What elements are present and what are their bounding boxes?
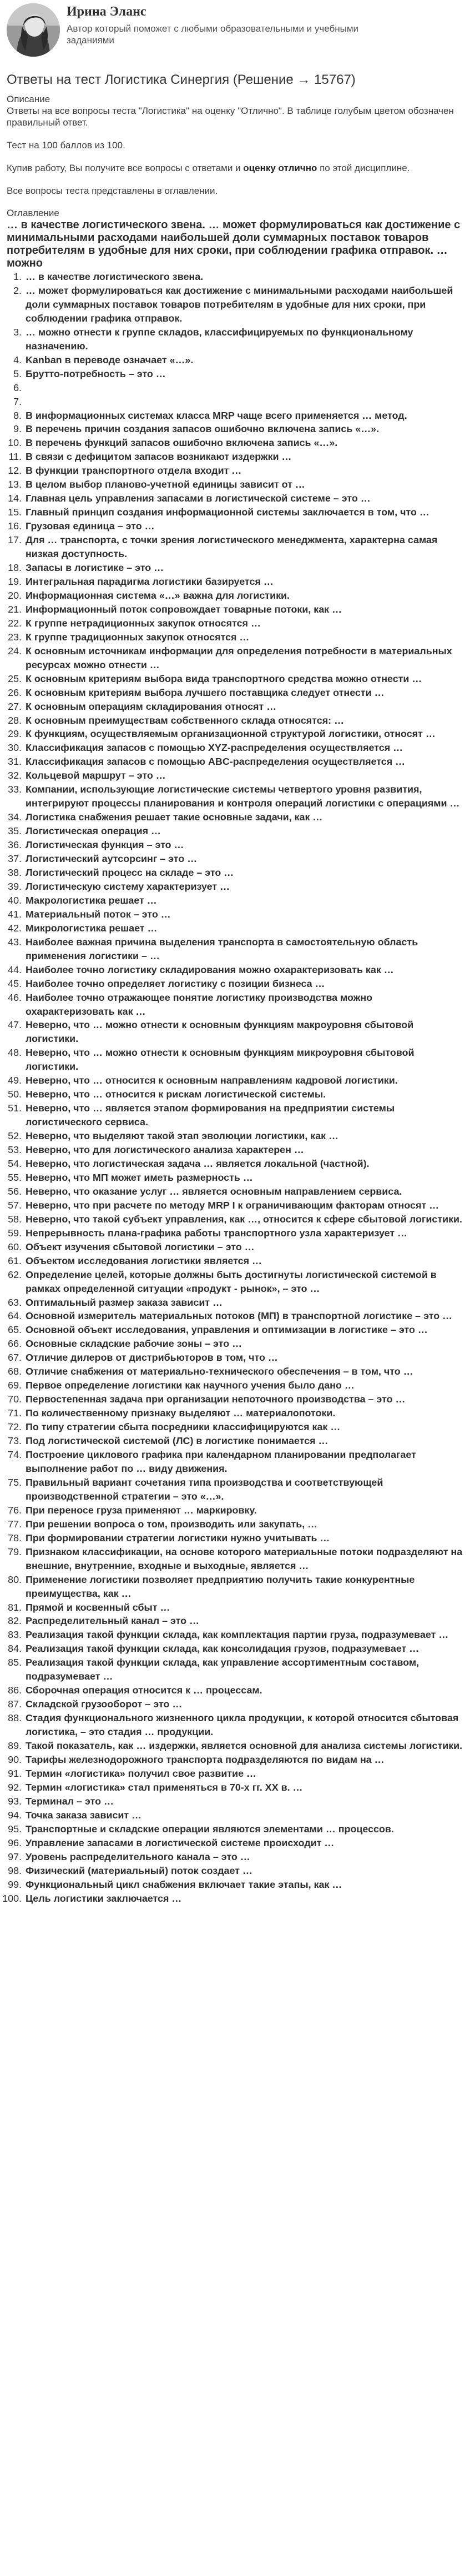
toc-item[interactable]: 79. Признаком классификации, на основе которого материальные потоки подразделяют на внешние, внутренние, входные и выходные, является … — [24, 1545, 463, 1573]
toc-item[interactable]: 11. В связи с дефицитом запасов возникают издержки … — [24, 450, 463, 464]
toc-item[interactable]: 37. Логистический аутсорсинг – это … — [24, 852, 463, 866]
author-description: Автор который поможет с любыми образовательными и учебными заданиями — [67, 23, 359, 46]
toc-item[interactable]: 42. Микрологистика решает … — [24, 921, 463, 935]
toc-item[interactable]: 61. Объектом исследования логистики является … — [24, 1254, 463, 1268]
author-photo-icon — [7, 3, 60, 57]
toc-item[interactable]: 33. Компании, использующие логистические системы четвертого уровня развития, интегрируют процессы планирования и контроля операций логистики с операциями … — [24, 783, 463, 810]
toc-item[interactable]: 75. Правильный вариант сочетания типа производства и соответствующей производственной стратегии – это «…». — [24, 1476, 463, 1503]
toc-item[interactable]: 65. Основной объект исследования, управления и оптимизации в логистике – это … — [24, 1323, 463, 1337]
toc-item[interactable]: 99. Функциональный цикл снабжения включает такие этапы, как … — [24, 1878, 463, 1892]
toc-item[interactable]: 69. Первое определение логистики как научного учения было дано … — [24, 1379, 463, 1392]
toc-item[interactable]: 44. Наиболее точно логистику складирования можно охарактеризовать как … — [24, 963, 463, 977]
toc-lead: … в качестве логистического звена. … может формулироваться как достижение с минимальными расходами наибольшей доли суммарных поставок товаров потребителям в удобные для них сроки, при соблюдении графика отправок. … можно — [7, 219, 461, 269]
toc-item[interactable]: 96. Управление запасами в логистической системе происходит … — [24, 1836, 463, 1850]
author-avatar[interactable] — [7, 3, 60, 57]
toc-item[interactable]: 15. Главный принцип создания информационной системы заключается в том, что … — [24, 505, 463, 519]
toc-item[interactable]: 73. Под логистической системой (ЛС) в логистике понимается … — [24, 1434, 463, 1448]
toc-item[interactable]: 82. Распределительный канал – это … — [24, 1614, 463, 1628]
author-profile — [7, 0, 463, 61]
toc-item[interactable]: 26. К основным критериям выбора лучшего поставщика следует отнести … — [24, 686, 463, 700]
toc-item[interactable]: 2. … может формулироваться как достижение с минимальными расходами наибольшей доли суммарных поставок товаров потребителям в удобные для них сроки, при соблюдении графика отправок. — [24, 284, 463, 325]
toc-item[interactable]: 81. Прямой и косвенный сбыт … — [24, 1601, 463, 1615]
all-questions-text: Все вопросы теста представлены в оглавлении. — [7, 186, 218, 196]
toc-item[interactable]: 22. К группе нетрадиционных закупок относятся … — [24, 617, 463, 630]
toc-item[interactable]: 24. К основным источникам информации для определения потребности в материальных ресурсах можно отнести … — [24, 644, 463, 672]
toc-item[interactable]: 97. Уровень распределительного канала – это … — [24, 1850, 463, 1864]
toc-item[interactable]: 35. Логистическая операция … — [24, 824, 463, 838]
toc-item[interactable]: 49. Неверно, что … относится к основным направлениям кадровой логистики. — [24, 1074, 463, 1087]
toc-item[interactable]: 84. Реализация такой функции склада, как консолидация грузов, подразумевает … — [24, 1642, 463, 1656]
toc-item[interactable]: 17. Для … транспорта, с точки зрения логистического менеджмента, характерна самая низкая доступность. — [24, 533, 463, 561]
toc-item[interactable]: 18. Запасы в логистике – это … — [24, 561, 463, 575]
toc-item[interactable]: 38. Логистический процесс на складе – это … — [24, 866, 463, 880]
toc-item[interactable]: 46. Наиболее точно отражающее понятие логистику производства можно охарактеризовать как … — [24, 991, 463, 1019]
purchase-text — [7, 162, 463, 174]
toc-item[interactable]: 1. … в качестве логистического звена. — [24, 270, 463, 284]
toc-item[interactable]: 39. Логистическую систему характеризует … — [24, 880, 463, 894]
toc-item[interactable]: 20. Информационная система «…» важна для логистики. — [24, 589, 463, 603]
toc-item[interactable]: 27. К основным операциям складирования относят … — [24, 700, 463, 714]
toc-item[interactable]: 83. Реализация такой функции склада, как комплектация партии груза, подразумевает … — [24, 1628, 463, 1642]
toc-item[interactable]: 52. Неверно, что выделяют такой этап эволюции логистики, как … — [24, 1129, 463, 1143]
toc-item[interactable]: 14. Главная цель управления запасами в логистической системе – это … — [24, 492, 463, 505]
toc-item[interactable]: 74. Построение циклового графика при календарном планировании предполагает выполнение работ по … виду движения. — [24, 1448, 463, 1476]
toc-item[interactable]: 90. Тарифы железнодорожного транспорта подразделяются по видам на … — [24, 1753, 463, 1767]
author-info — [67, 3, 377, 46]
toc-item[interactable]: 30. Классификация запасов с помощью XYZ-распределения осуществляется … — [24, 741, 463, 755]
toc-item[interactable]: 95. Транспортные и складские операции являются элементами … процессов. — [24, 1822, 463, 1836]
table-of-contents — [7, 270, 463, 1905]
toc-item[interactable]: 5. Брутто-потребность – это … — [24, 367, 463, 381]
toc-item[interactable]: 60. Объект изучения сбытовой логистики – это … — [24, 1240, 463, 1254]
toc-item[interactable] — [24, 381, 463, 395]
toc-item[interactable]: 57. Неверно, что при расчете по методу MRP I к ограничивающим факторам относят … — [24, 1199, 463, 1212]
toc-item[interactable]: 28. К основным преимуществам собственного склада относятся: … — [24, 714, 463, 728]
toc-item[interactable]: 3. … можно отнести к группе складов, классифицируемых по функциональному назначению. — [24, 325, 463, 353]
toc-item[interactable]: 19. Интегральная парадигма логистики базируется … — [24, 575, 463, 589]
toc-item[interactable]: 41. Материальный поток – это … — [24, 908, 463, 921]
toc-item[interactable]: 98. Физический (материальный) поток создает … — [24, 1864, 463, 1878]
toc-item[interactable]: 68. Отличие снабжения от материально-технического обеспечения – в том, что … — [24, 1365, 463, 1379]
description-text: Ответы на все вопросы теста "Логистика" на оценку "Отлично". В таблице голубым цветом обозначен правильный ответ. — [7, 106, 454, 128]
toc-item[interactable]: 50. Неверно, что … относится к рискам логистической системы. — [24, 1087, 463, 1101]
toc-item[interactable]: 32. Кольцевой маршрут – это … — [24, 769, 463, 783]
toc-item[interactable]: 67. Отличие дилеров от дистрибьюторов в том, что … — [24, 1351, 463, 1365]
toc-item[interactable]: 76. При переносе груза применяют … маркировку. — [24, 1503, 463, 1517]
toc-item[interactable]: 58. Неверно, что такой субъект управления, как …, относится к сфере сбытовой логистики. — [24, 1212, 463, 1226]
toc-item[interactable]: 54. Неверно, что логистическая задача … является локальной (частной). — [24, 1157, 463, 1171]
toc-item[interactable]: 77. При решении вопроса о том, производить или закупать, … — [24, 1517, 463, 1531]
toc-item[interactable]: 87. Складской грузооборот – это … — [24, 1697, 463, 1711]
toc-item[interactable]: 36. Логистическая функция – это … — [24, 838, 463, 852]
toc-item[interactable]: 100. Цель логистики заключается … — [24, 1892, 463, 1906]
purchase-text-bold: оценку отлично — [243, 163, 317, 173]
toc-item[interactable]: 25. К основным критериям выбора вида транспортного средства можно отнести … — [24, 672, 463, 686]
toc-item[interactable]: 78. При формировании стратегии логистики нужно учитывать … — [24, 1531, 463, 1545]
toc-item[interactable]: 16. Грузовая единица – это … — [24, 519, 463, 533]
toc-item[interactable]: 71. По количественному признаку выделяют … материалопотоки. — [24, 1406, 463, 1420]
toc-item[interactable]: 34. Логистика снабжения решает такие основные задачи, как … — [24, 810, 463, 824]
toc-item[interactable]: 80. Применение логистики позволяет предприятию получить такие конкурентные преимущества, как … — [24, 1573, 463, 1601]
toc-item[interactable]: 43. Наиболее важная причина выделения транспорта в самостоятельную область применения логистики – … — [24, 935, 463, 963]
toc-item[interactable]: 51. Неверно, что … является этапом формирования на предприятии системы логистического сервиса. — [24, 1101, 463, 1129]
toc-item[interactable]: 47. Неверно, что … можно отнести к основным функциям макроуровня сбытовой логистики. — [24, 1018, 463, 1046]
toc-item[interactable]: 92. Термин «логистика» стал применяться в 70-х гг. XX в. … — [24, 1781, 463, 1795]
toc-item[interactable]: 59. Непрерывность плана-графика работы транспортного узла характеризует … — [24, 1226, 463, 1240]
toc-item[interactable]: 94. Точка заказа зависит … — [24, 1808, 463, 1822]
toc-item[interactable]: 91. Термин «логистика» получил свое развитие … — [24, 1767, 463, 1781]
author-name[interactable]: Ирина Эланс — [67, 4, 146, 19]
toc-item[interactable]: 31. Классификация запасов с помощью ABC-распределения осуществляется … — [24, 755, 463, 769]
toc-item[interactable]: 66. Основные складские рабочие зоны – это … — [24, 1337, 463, 1351]
toc-item[interactable] — [24, 395, 463, 409]
toc-item[interactable]: 70. Первостепенная задача при организации непоточного производства – это … — [24, 1392, 463, 1406]
purchase-text-before: Купив работу, Вы получите все вопросы с ответами и — [7, 163, 244, 173]
toc-item[interactable]: 53. Неверно, что для логистического анализа характерен … — [24, 1143, 463, 1157]
toc-item[interactable]: 45. Наиболее точно определяет логистику с позиции бизнеса … — [24, 977, 463, 991]
toc-item[interactable]: 86. Сборочная операция относится к … процессам. — [24, 1683, 463, 1697]
toc-item[interactable]: 85. Реализация такой функции склада, как управление ассортиментным составом, подразумевает … — [24, 1656, 463, 1683]
toc-item[interactable]: 56. Неверно, что оказание услуг … является основным направлением сервиса. — [24, 1185, 463, 1199]
toc-item[interactable]: 21. Информационный поток сопровождает товарные потоки, как … — [24, 603, 463, 617]
toc-item[interactable]: 29. К функциям, осуществляемым организационной структурой логистики, относят … — [24, 727, 463, 741]
description-label: Описание — [7, 94, 50, 104]
toc-item[interactable]: 93. Терминал – это … — [24, 1795, 463, 1808]
score-text: Тест на 100 баллов из 100. — [7, 140, 125, 151]
toc-item[interactable]: 89. Такой показатель, как … издержки, является основной для анализа системы логистики. — [24, 1739, 463, 1753]
toc-label: Оглавление — [7, 208, 59, 218]
toc-item[interactable]: 72. По типу стратегии сбыта посредники классифицируются как … — [24, 1420, 463, 1434]
toc-item[interactable]: 64. Основной измеритель материальных потоков (МП) в транспортной логистике – это … — [24, 1309, 463, 1323]
page-title: Ответы на тест Логистика Синергия (Решение → 15767) — [7, 72, 356, 87]
toc-item[interactable]: 88. Стадия функционального жизненного цикла продукции, к которой относится сбытовая логистика, – это стадия … продукции. — [24, 1711, 463, 1739]
toc-item[interactable]: 9. В перечень причин создания запасов ошибочно включена запись «…». — [24, 422, 463, 436]
toc-item[interactable]: 12. В функции транспортного отдела входит … — [24, 464, 463, 478]
toc-item[interactable]: 8. В информационных системах класса MRP чаще всего применяется … метод. — [24, 409, 463, 423]
toc-item[interactable]: 10. В перечень функций запасов ошибочно включена запись «…». — [24, 436, 463, 450]
toc-item[interactable]: 63. Оптимальный размер заказа зависит … — [24, 1296, 463, 1310]
purchase-text-after: по этой дисциплине. — [317, 163, 410, 173]
toc-item[interactable]: 62. Определение целей, которые должны быть достигнуты логистической системой в рамках определенной ситуации «продукт - рынок», – это … — [24, 1268, 463, 1296]
toc-item[interactable]: 4. Kanban в переводе означает «…». — [24, 353, 463, 367]
toc-item[interactable]: 55. Неверно, что МП может иметь размерность … — [24, 1171, 463, 1185]
toc-item[interactable]: 40. Макрологистика решает … — [24, 894, 463, 908]
toc-item[interactable]: 23. К группе традиционных закупок относятся … — [24, 630, 463, 644]
toc-item[interactable]: 13. В целом выбор планово-учетной единицы зависит от … — [24, 478, 463, 492]
toc-item[interactable]: 48. Неверно, что … можно отнести к основным функциям микроуровня сбытовой логистики. — [24, 1046, 463, 1074]
